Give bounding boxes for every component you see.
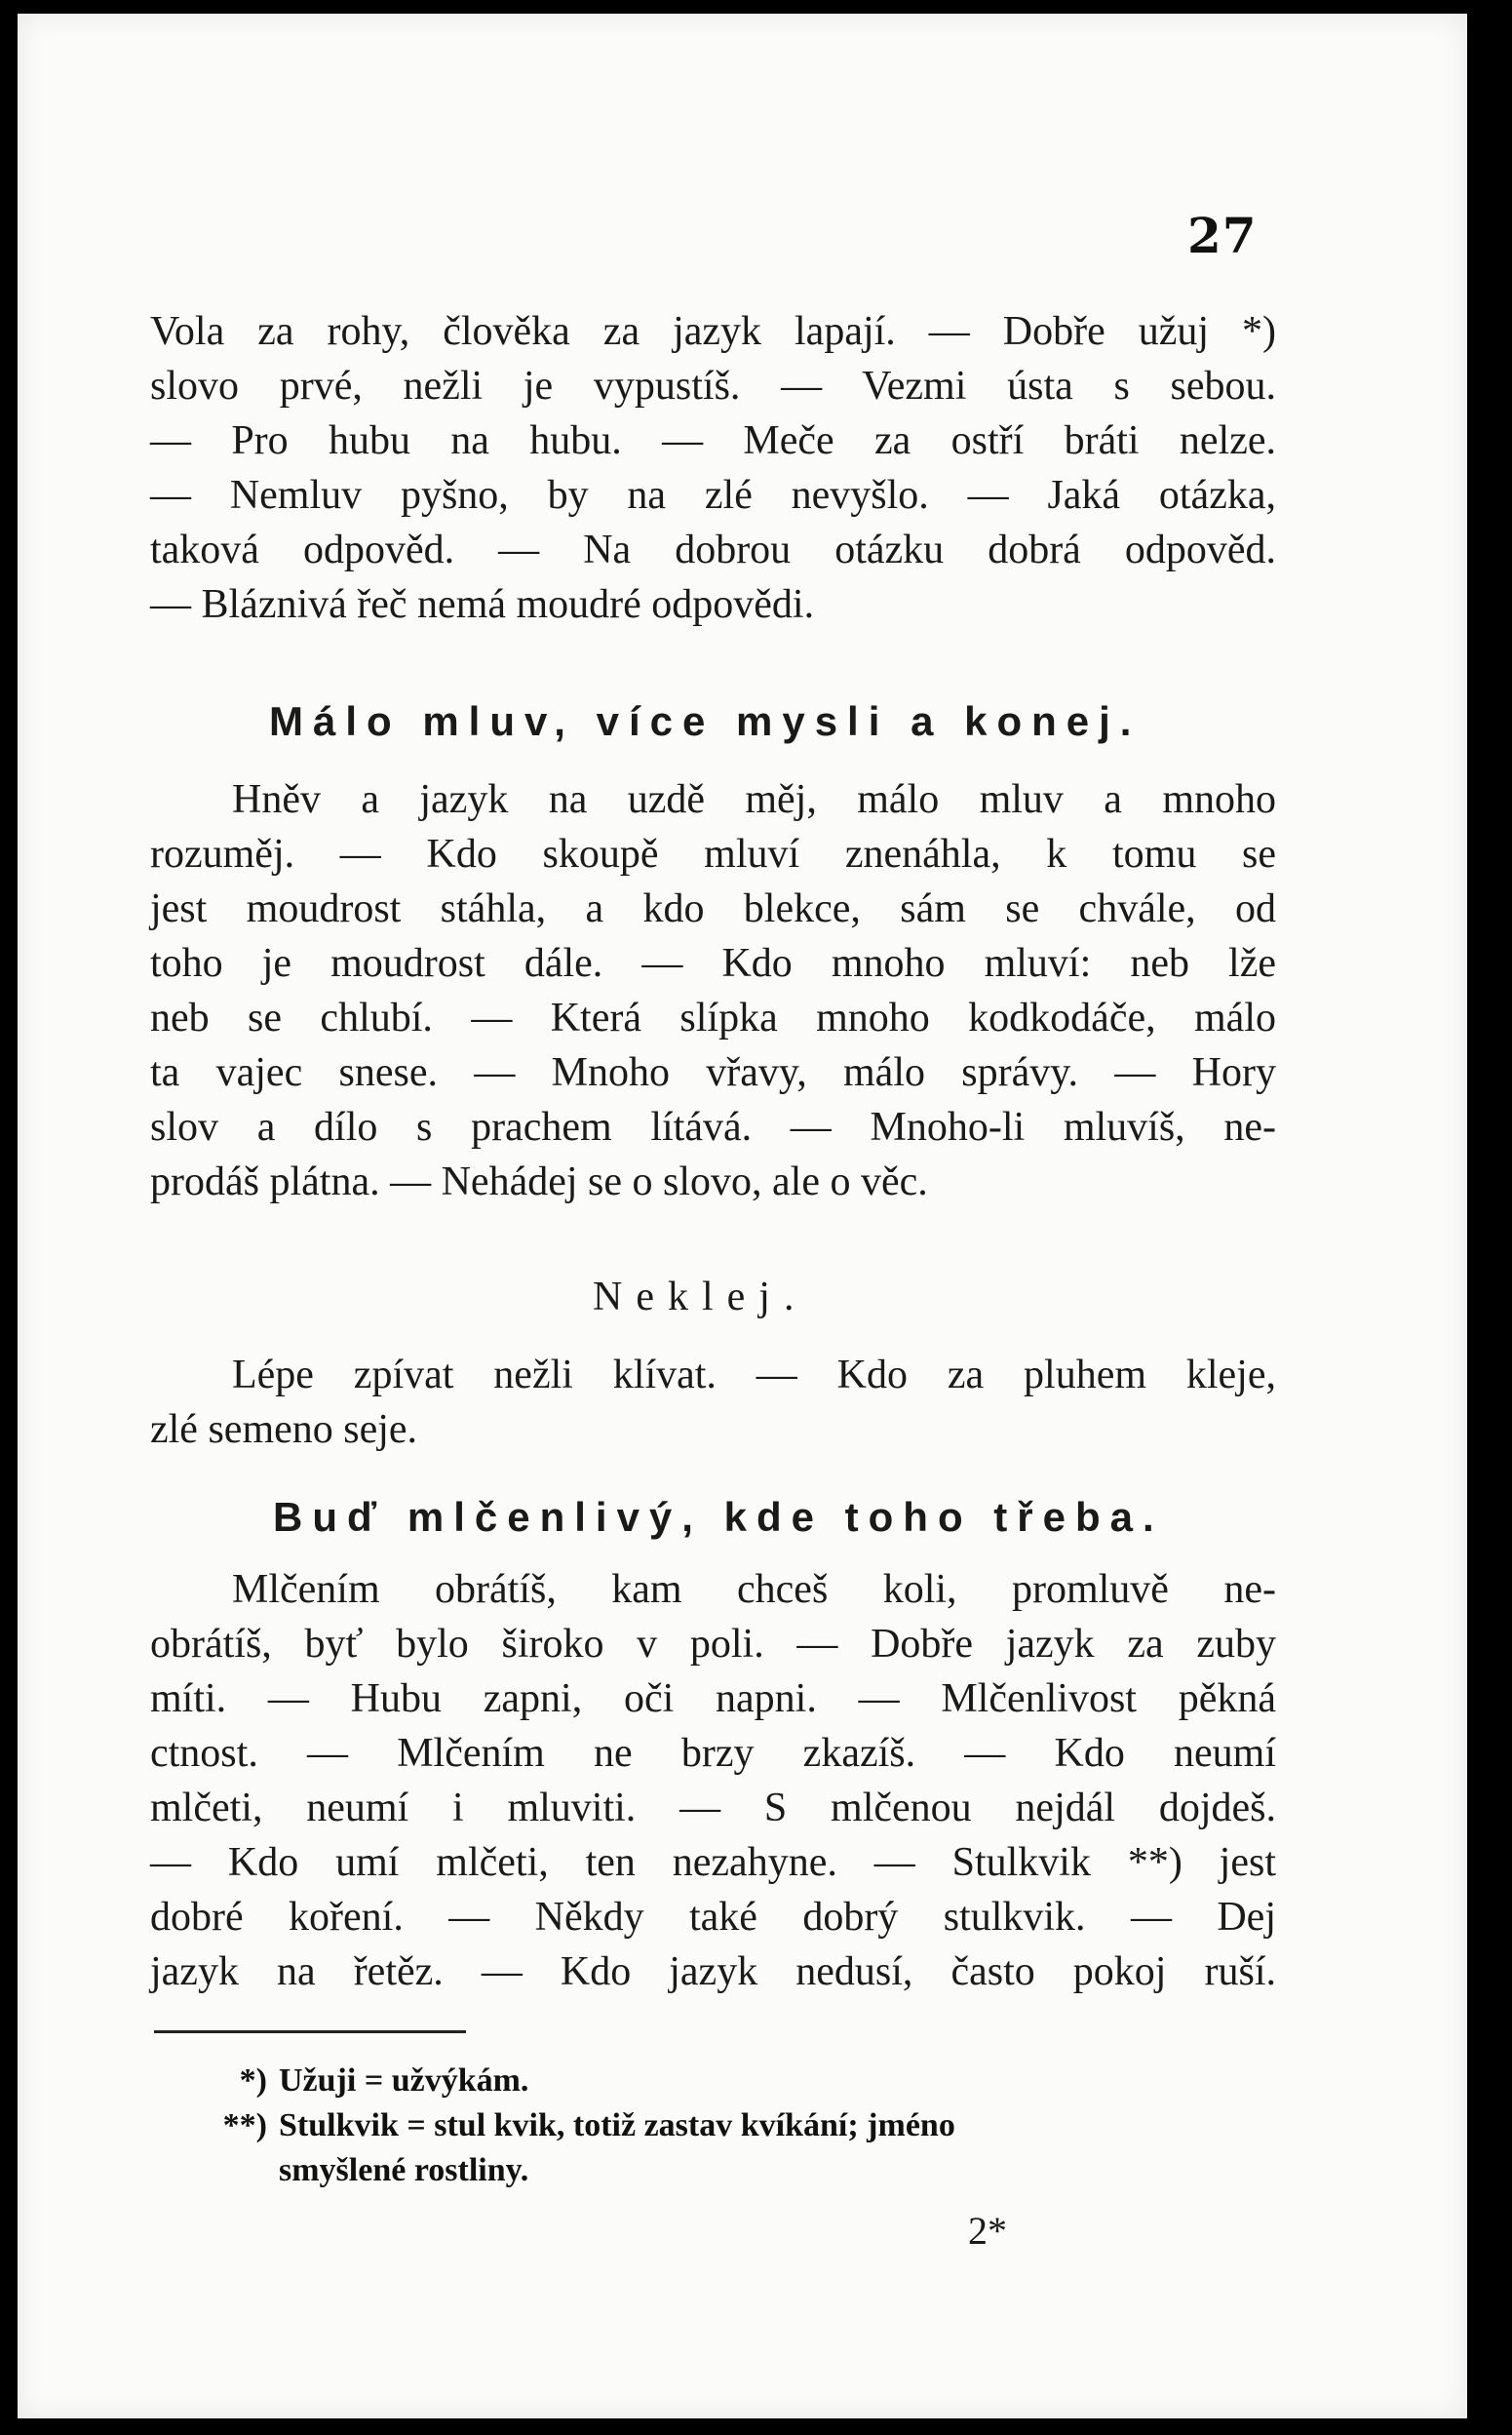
section-heading: Málo mluv, více mysli a konej.	[269, 698, 1142, 744]
footnote-mark: *)	[239, 2062, 267, 2099]
text-line: toho je moudrost dále. — Kdo mnoho mluví: neb lže	[150, 941, 1276, 986]
text-line: ta vajec snese. — Mnoho vřavy, málo správy. — Hory	[150, 1050, 1276, 1095]
signature-mark: 2*	[968, 2209, 1007, 2253]
text-line: rozuměj. — Kdo skoupě mluví znenáhla, k tomu se	[150, 832, 1276, 877]
text-line: dobré koření. — Někdy také dobrý stulkvik. — Dej	[150, 1895, 1276, 1940]
text-line: obrátíš, byť bylo široko v poli. — Dobře jazyk za zuby	[150, 1622, 1276, 1667]
text-line: slovo prvé, nežli je vypustíš. — Vezmi ústa s sebou.	[150, 364, 1276, 409]
text-line: Hněv a jazyk na uzdě měj, málo mluv a mnoho	[232, 777, 1276, 822]
section-heading: Neklej.	[593, 1275, 808, 1319]
text-line: jest moudrost stáhla, a kdo blekce, sám se chvále, od	[150, 886, 1276, 931]
footnote-text: smyšlené rostliny.	[279, 2152, 529, 2188]
text-line: ctnost. — Mlčením ne brzy zkazíš. — Kdo neumí	[150, 1731, 1276, 1776]
section-heading: Buď mlčenlivý, kde toho třeba.	[273, 1494, 1164, 1540]
text-line: neb se chlubí. — Která slípka mnoho kodkodáče, málo	[150, 996, 1276, 1041]
footnote-mark: **)	[222, 2107, 267, 2143]
page-number: 27	[1187, 207, 1258, 264]
footnote-text: Stulkvik = stul kvik, totiž zastav kvíkání; jméno	[279, 2107, 955, 2143]
text-line: — Nemluv pyšno, by na zlé nevyšlo. — Jaká otázka,	[150, 473, 1276, 518]
text-line: prodáš plátna. — Nehádej se o slovo, ale o věc.	[150, 1159, 928, 1204]
text-line: Lépe zpívat nežli klívat. — Kdo za pluhem kleje,	[232, 1353, 1276, 1397]
text-line: míti. — Hubu zapni, oči napni. — Mlčenlivost pěkná	[150, 1676, 1276, 1721]
footnote-text: Užuji = užvýkám.	[279, 2062, 529, 2099]
text-line: slov a dílo s prachem lítává. — Mnoho-li mluvíš, ne-	[150, 1105, 1276, 1150]
text-line: — Kdo umí mlčeti, ten nezahyne. — Stulkvik **) jest	[150, 1840, 1276, 1885]
text-line: — Bláznivá řeč nemá moudré odpovědi.	[150, 582, 815, 627]
footnote-rule	[154, 2030, 466, 2033]
text-line: Vola za rohy, člověka za jazyk lapají. — Dobře užuj *)	[150, 309, 1276, 354]
book-page	[18, 14, 1467, 2418]
text-line: taková odpověd. — Na dobrou otázku dobrá odpověd.	[150, 528, 1276, 572]
text-line: zlé semeno seje.	[150, 1407, 418, 1452]
text-line: mlčeti, neumí i mluviti. — S mlčenou nejdál dojdeš.	[150, 1786, 1276, 1830]
text-line: jazyk na řetěz. — Kdo jazyk nedusí, často pokoj ruší.	[150, 1949, 1276, 1994]
text-line: Mlčením obrátíš, kam chceš koli, promluvě ne-	[232, 1567, 1276, 1612]
text-line: — Pro hubu na hubu. — Meče za ostří bráti nelze.	[150, 418, 1276, 463]
